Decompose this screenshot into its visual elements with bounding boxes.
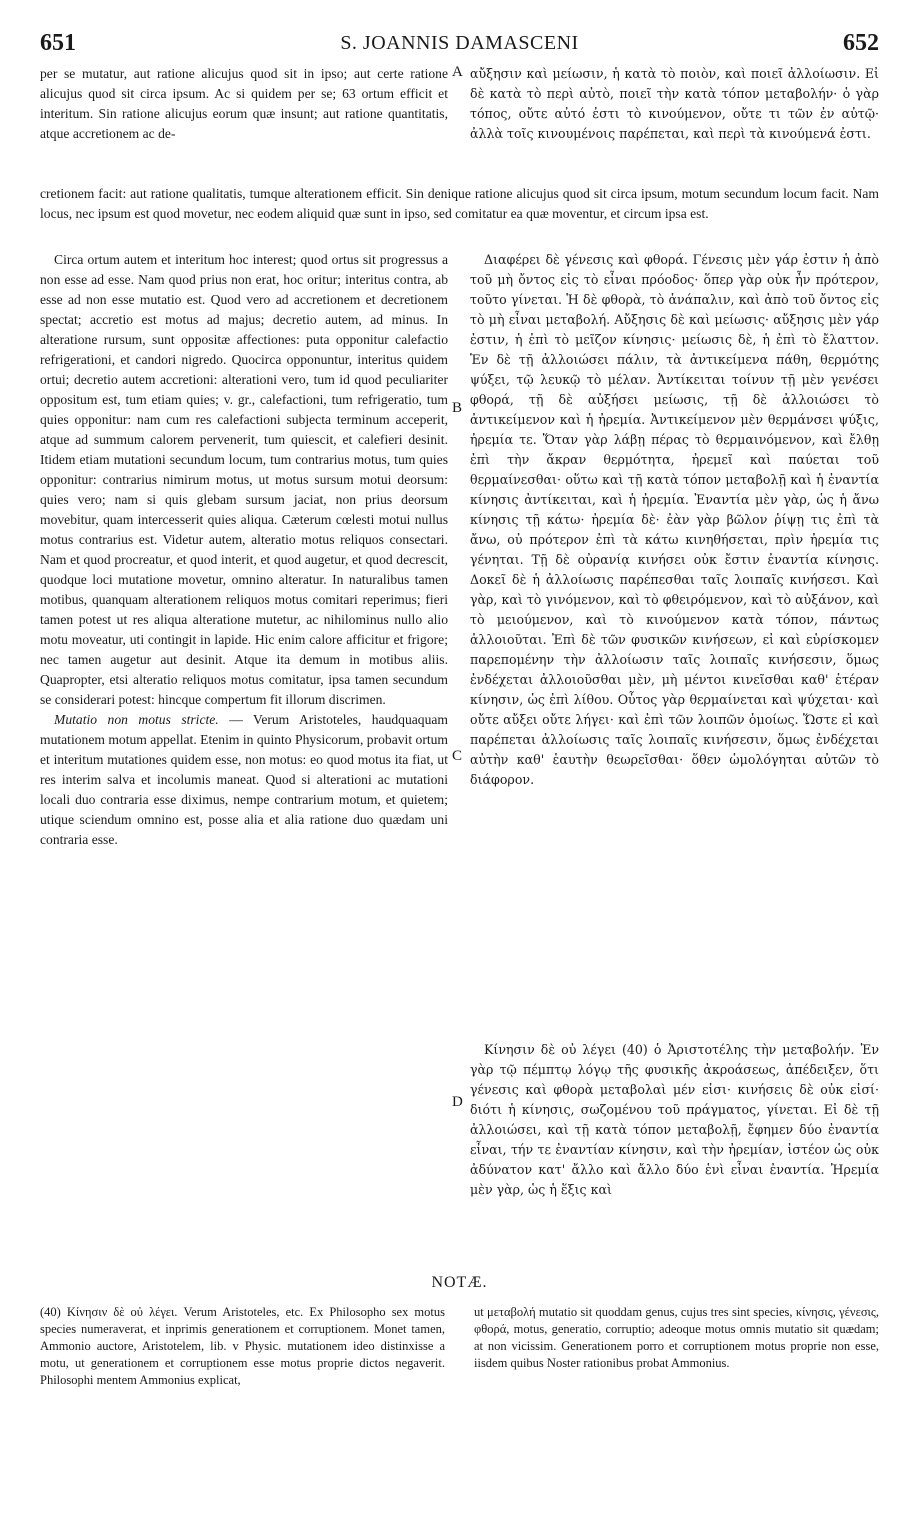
greek-paragraph-kinesis: Κίνησιν δὲ οὐ λέγει (40) ὁ Ἀριστοτέλης τὴν μεταβολήν. Ἐν γὰρ τῷ πέμπτῳ λόγῳ τῆς φυσικῆς ἀκροάσεως, ἀπέδειξεν, ὅτι γένεσις καὶ φθορὰ μεταβολαὶ μέν εἰσι· κινήσεις δὲ οὐκ εἰσί· διότι ἡ κίνησις, σωζομένου τοῦ πράγματος, γίνεται. Εἰ δὲ τῇ ἀλλοιώσει, καὶ τῇ κατὰ τόπον μεταβολῇ, ἔφημεν δύο ἐναντία εἶναι, τήν τε ἐναντίαν κίνησιν, καὶ τὴν ἠρεμίαν, ἰστέον ὡς οὐκ ἀδύνατον κατ' ἄλλο καὶ ἄλλο δύο ἑνὶ εἶναι ἐναντία. Ἠρεμία μὲν γὰρ, ὡς ἡ ἕξις καὶ [470, 1042, 879, 1197]
latin-paragraph-mutatio [40, 710, 448, 850]
latin-column-main [40, 250, 448, 850]
notes-column-left [40, 1304, 445, 1389]
note-40-left: (40) Κίνησιν δὲ οὐ λέγει. Verum Aristoteles, etc. Ex Philosopho sex motus species numeraverat, et inprimis generationem et corruptionem. Monet tamen, Ammonio auctore, Aristotelem, lib. v Physic. mutationem ideo distinxisse a motu, ut generationem et corruptionem esse motus proprie dictos negaverit. Philosophi mentem Ammonius explicat, [40, 1305, 445, 1387]
latin-column-top [40, 64, 448, 144]
latin-section-body: — Verum Aristoteles, haudquaquam mutationem motum appellat. Etenim in quinto Physicorum, probavit ortum et interitum mutationes quidem esse, non motus: eo quod motus ita fiat, ut res interim salva et incolumis maneat. Quod si alterationi ac mutationi locali duo contraria esse diximus, nempe contrarium motum, et quietem; utique sciendum omnino est, posse alia et alia ratione duo quædam uni contraria esse. [40, 712, 448, 847]
latin-paragraph-ortus: Circa ortum autem et interitum hoc interest; quod ortus sit progressus a non esse ad esse. Nam quod prius non erat, hoc oritur; interitus contra, ab esse ad non esse mutatio est. Quod vero ad accretionem et decretionem spectat; accretio est motus ad majus; decretio autem, ad minus. In alteratione rursum, sunt oppositæ affectiones: puta opponitur calefactio refrigerationi, et candori nigredo. Quocirca opponuntur, interitus quidem ortui; decretio autem accretioni: alterationi vero, tum id quod peculiariter oppositum est, tum etiam quies; v. gr., calefactioni, tum refrigeratio, tum quies opponitur: nam cum res calefactioni subjecta terminum acceperit, atque ad summum calorem pervenerit, tum quiescit, et calefieri desinit. Itidem etiam mutationi secundum locum, tum contrarius motus, tum quies opponitur: contrarius nimirum motus, ut motus sursum motui deorsum: quies vero; nam si quis glebam sursum jaciat, non prius deorsum movebitur, quam intercesserit quies aliqua. Cæterum cœlesti motui nullus motus contrarius est. Videtur autem, alteratio motus reliquos consectari. Nam et quod procreatur, et quod interit, et quod augetur, et quod decrescit, quodque loci mutatione movetur, omnino alteratur. In naturalibus tamen motibus, quanquam alterationem reliquos motus comitari reperimus; fieri tamen potest ut res aliqua alteratione mutetur, ac nihilominus nullo alio motu moveatur, uti contingit in lapide. Hic enim calore afficitur et frigore; nec tamen augetur aut desinit. Atque ita demum in motibus aliis. Quapropter, etsi alteratio reliquos motus comitatur, ipsa tamen secundum se considerari potest: hincque compertum fit illorum discrimen. [40, 252, 448, 707]
margin-marker-a: A [452, 64, 463, 80]
margin-marker-d: D [452, 1094, 463, 1110]
greek-column-bottom [470, 1040, 879, 1200]
greek-paragraph-top: αὔξησιν καὶ μείωσιν, ἡ κατὰ τὸ ποιὸν, καὶ ποιεῖ ἀλλοίωσιν. Εἰ δὲ κατὰ τὸ περὶ αὐτὸ, ποιεῖ τὴν κατὰ τόπον μεταβολήν· ὁ γὰρ τόπος, οὔτε αὐτό ἐστι τὸ κινούμενον, οὔτε τι τῶν ἐν αὐτῷ· ἀλλὰ τοῖς κινουμένοις παρέπεται, καὶ περὶ τὰ κινούμενά ἐστι. [470, 66, 879, 141]
running-title: S. JOANNIS DAMASCENI [340, 32, 579, 54]
latin-paragraph-top: per se mutatur, aut ratione alicujus quod sit in ipso; aut certe ratione alicujus quod sit circa ipsum. Ac si quidem per se; 63 ortum efficit et interitum. Sin ratione alicujus eorum quæ insunt; aut ratione quantitatis, atque accretionem ac de- [40, 66, 448, 141]
page-number-right: 652 [843, 30, 879, 56]
margin-marker-b: B [452, 400, 463, 416]
greek-paragraph-genesis: Διαφέρει δὲ γένεσις καὶ φθορά. Γένεσις μὲν γάρ ἐστιν ἡ ἀπὸ τοῦ μὴ ὄντος εἰς τὸ εἶναι πρόοδος· ὅπερ γὰρ οὐκ ἦν πρότερον, τοῦτο γίνεται. Ἡ δὲ φθορὰ, τὸ ἀνάπαλιν, καὶ ἀπὸ τοῦ ὄντος εἰς τὸ μὴ εἶναι μεταβολή. Αὔξησις δὲ καὶ μείωσις· αὔξησις μὲν γάρ ἐστιν, ἡ ἐπὶ τὸ μεῖζον κίνησις· μείωσις δὲ, ἡ ἐπὶ τὸ ἔλαττον. Ἐν δὲ τῇ ἀλλοιώσει πάλιν, τὰ ἀντικείμενα πάθη, θερμότης ψύξει, τῷ λευκῷ τὸ μέλαν. Ἀντίκειται τοίνυν τῇ μὲν γενέσει φθορά, τῇ δὲ αὐξήσει μείωσις, τῇ δὲ ἀλλοιώσει τὸ ἀντικείμενον καὶ ἡ ἠρεμία. Ἀντικείμενον μὲν θερμάνσει ψύξις, ἠρεμία τε. Ὅταν γὰρ λάβῃ πέρας τὸ θερμαινόμενον, καὶ ἔλθῃ ἐπὶ τὴν ἄκραν θερμότητα, ἠρεμεῖ καὶ παύεται τοῦ θερμαίνεσθαι· οὕτω καὶ τῇ κατὰ τόπον μεταβολῇ καὶ ἡ ἐναντία κίνησις ἀντίκειται, καὶ ἡ ἠρεμία. Ἐναντία μὲν γὰρ, ὡς ἡ ἄνω κίνησις τῇ κάτω· ἠρεμία δὲ· ἐὰν γὰρ βῶλον ῥίψῃ τις ἐπὶ τὰ ἄνω, οὐ πρότερον ἐπὶ τὰ κάτω κινηθήσεται, πρὶν ἠρεμία τις γένηται. Τῇ δὲ οὐρανίᾳ κινήσει οὐκ ἔστιν ἐναντία κίνησις. Δοκεῖ δὲ ἡ ἀλλοίωσις παρέπεσθαι ταῖς λοιπαῖς κινήσεσι. Καὶ γὰρ, καὶ τὸ γινόμενον, καὶ τὸ φθειρόμενον, καὶ τὸ αὐξάνον, καὶ τὸ μειούμενον, καὶ τὸ κινούμενον κατὰ τόπον, πάντως ἀλλοιοῦται. Ἐπὶ δὲ τῶν φυσικῶν κινήσεων, εἰ καὶ εὑρίσκομεν παρεπομένην τὴν ἀλλοίωσιν ταῖς λοιπαῖς κινήσεσιν, ὅμως ἐνδέχεται ἀλλοιοῦσθαι μὲν, μὴ μέντοι κινεῖσθαι καθ' ἑτέραν κίνησιν, ὡς ἐπὶ λίθου. Οὗτος γὰρ θερμαίνεται καὶ ψύχεται· καὶ οὔτε αὔξει οὔτε λήγει· καὶ ἐπὶ τῶν λοιπῶν ὁμοίως. Ὥστε εἰ καὶ παρέπεται ἀλλοίωσις ταῖς λοιπαῖς κινήσεσιν, ὅμως ἐνδέχεται αὐτὴν καθ' ἑαυτὴν θεωρεῖσθαι· ὅθεν ὡμολόγηται αὐτῶν τὸ διάφορον. [470, 252, 879, 787]
greek-column-main [470, 250, 879, 790]
notes-heading: NOTÆ. [431, 1274, 488, 1291]
note-40-right: ut μεταβολή mutatio sit quoddam genus, cujus tres sint species, κίνησις, γένεσις, φθορά, motus, generatio, corruptio; adeoque motus omnis mutatio sit quædam; at non vicissim. Generationem porro et corruptionem motus proprie non esse, iisdem quibus Noster rationibus probat Ammonius. [474, 1305, 879, 1370]
page-header [40, 30, 879, 60]
margin-marker-c: C [452, 748, 463, 764]
notes-column-right [474, 1304, 879, 1372]
page-number-left: 651 [40, 30, 76, 56]
latin-bridge-paragraph: cretionem facit: aut ratione qualitatis, tumque alterationem efficit. Sin denique ratione alicujus quod sit circa ipsum, motum secundum locum facit. Nam locus, nec ipsum est quod movetur, nec eodem aliquid quæ sunt in ipso, sed comitatur ea quæ moventur, et circum ipsa est. [40, 186, 879, 221]
greek-column-top [470, 64, 879, 144]
latin-section-heading: Mutatio non motus stricte. [54, 712, 219, 727]
